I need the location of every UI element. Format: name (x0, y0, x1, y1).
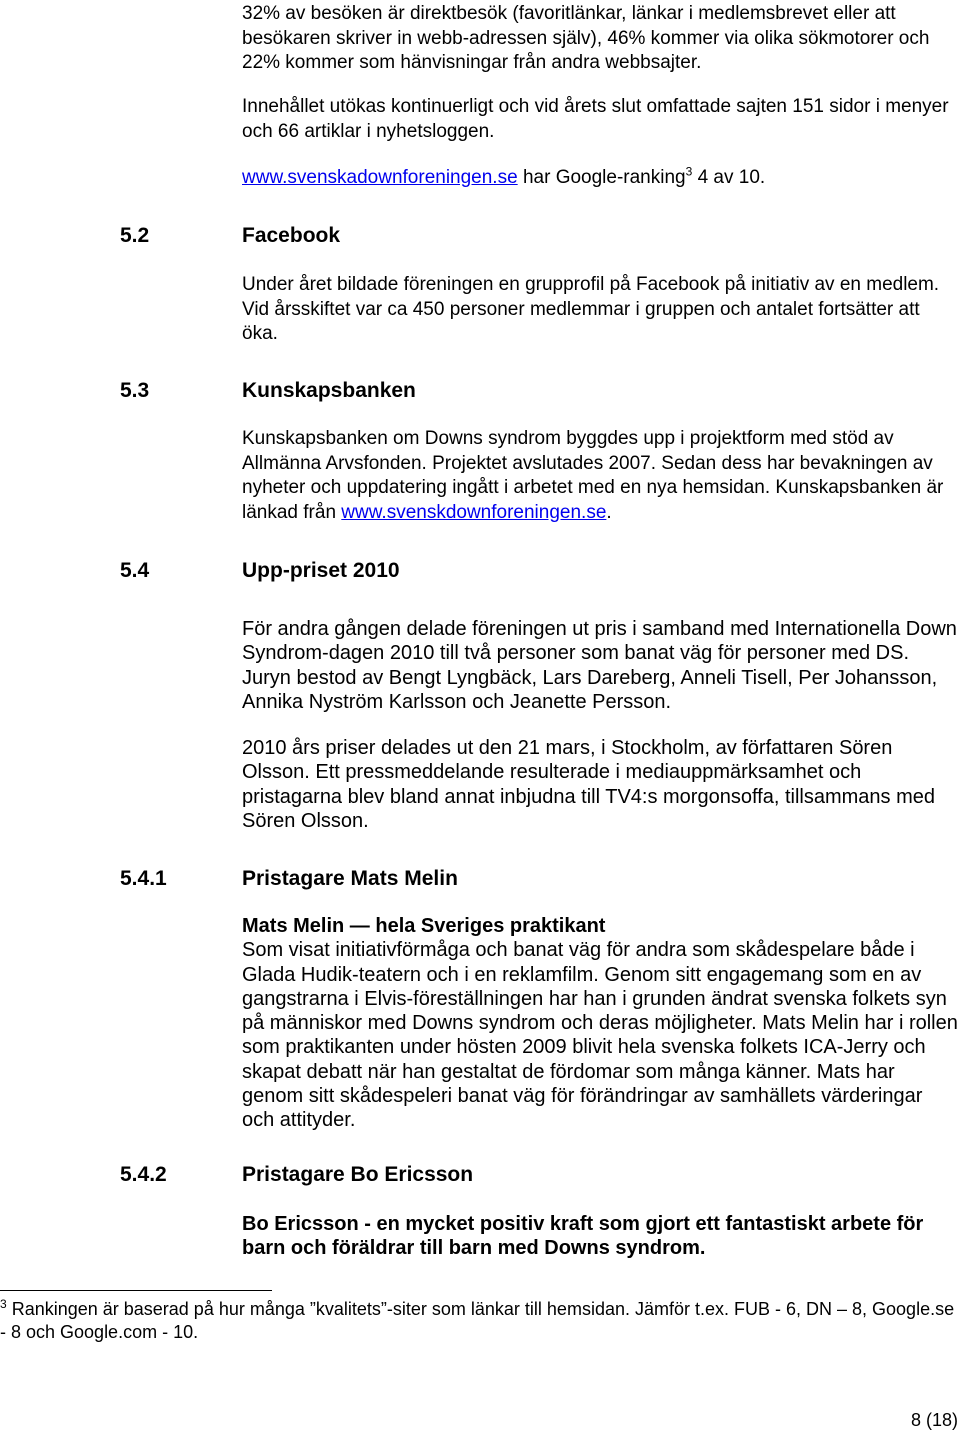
kunskapsbanken-paragraph (242, 427, 958, 525)
section-title-facebook: Facebook (242, 224, 341, 247)
section-number-5-4: 5.4 (120, 559, 150, 582)
mats-melin-text: Som visat initiativförmåga och banat väg för andra som skådespelare både i Glada Hudik-teatern och i en reklamfilm. Genom sitt engagemang som en av gangstrarna i Elvis-föreställningen har han i grunden ändrat svenska folkets syn på människor med Downs syndrom och deras möjligheter. Mats Melin har i rollen som praktikanten under hösten 2009 blivit hela svenska folkets ICA-Jerry och skapat debatt när han gestaltat de fördomar som många känner. Mats har genom sitt skådespeleri banat väg för förändringar av samhällets värderingar och attityder. (242, 939, 958, 1132)
footnote-divider (0, 1290, 272, 1291)
ranking-text: har Google-ranking (517, 167, 686, 188)
facebook-paragraph (242, 273, 958, 347)
mats-melin-block (242, 914, 958, 1133)
kunskapsbanken-link[interactable]: www.svenskdownforeningen.se (341, 501, 607, 523)
section-number-5-4-1: 5.4.1 (120, 867, 167, 890)
section-number-5-3: 5.3 (120, 379, 150, 402)
upp-priset-paragraph-1 (242, 617, 958, 714)
ranking-line (242, 166, 958, 191)
section-number-5-4-2: 5.4.2 (120, 1163, 167, 1186)
website-link[interactable]: www.svenskadownforeningen.se (242, 167, 518, 188)
kunskapsbanken-text-wrap (242, 427, 958, 525)
mats-melin-subheading: Mats Melin — hela Sveriges praktikant (242, 915, 606, 937)
upp-priset-text-1: För andra gången delade föreningen ut pris i samband med Internationella Down Syndrom-dagen 2010 till två personer som banat väg för personer med DS. Juryn bestod av Bengt Lyngbäck, Lars Dareberg, Anneli Tisell, Per Johansson, Annika Nyström Karlsson och Jeanette Persson. (242, 618, 957, 713)
section-title-mats-melin: Pristagare Mats Melin (242, 867, 458, 890)
facebook-text: Under året bildade föreningen en grupprofil på Facebook på initiativ av en medlem. Vid årsskiftet var ca 450 personer medlemmar i gruppen och antalet fortsätter att öka. (242, 274, 940, 344)
section-title-upp-priset: Upp-priset 2010 (242, 559, 400, 582)
intro-visits-text: 32% av besöken är direktbesök (favoritlänkar, länkar i medlemsbrevet eller att besökaren skriver in webb-adressen själv), 46% kommer via olika sökmotorer och 22% kommer som hänvisningar från andra webbsajter. (242, 3, 930, 73)
bo-ericsson-text: Bo Ericsson - en mycket positiv kraft som gjort ett fantastiskt arbete för barn och föräldrar till barn med Downs syndrom. (242, 1213, 924, 1260)
bo-ericsson-paragraph (242, 1212, 958, 1261)
intro-paragraph-visits (242, 2, 958, 76)
upp-priset-text-2: 2010 års priser delades ut den 21 mars, i Stockholm, av författaren Sören Olsson. Ett pressmeddelande resulterade i mediauppmärksamhet och pristagarna blev bland annat inbjudna till TV4:s morgonsoffa, tillsammans med Sören Olsson. (242, 737, 935, 832)
upp-priset-paragraph-2 (242, 736, 958, 833)
footnote-reference[interactable]: 3 (685, 164, 693, 179)
intro-paragraph-content (242, 95, 958, 144)
section-number-5-2: 5.2 (120, 224, 150, 247)
footnote-marker: 3 (0, 1297, 7, 1311)
footnote-text: Rankingen är baserad på hur många ”kvalitets”-siter som länkar till hemsidan. Jämför t.ex. FUB - 6, DN – 8, Google.se - 8 och Google.com - 10. (0, 1299, 955, 1342)
intro-paragraph-ranking (242, 166, 958, 191)
section-title-kunskapsbanken: Kunskapsbanken (242, 379, 416, 402)
kunskapsbanken-text: Kunskapsbanken om Downs syndrom byggdes upp i projektform med stöd av Allmänna Arvsfonden. Projektet avslutades 2007. Sedan dess har bevakningen av nyheter och uppdatering ingått i arbetet med en nya hemsidan. Kunskapsbanken är länkad från (242, 428, 944, 523)
footnote (0, 1298, 958, 1344)
section-title-bo-ericsson: Pristagare Bo Ericsson (242, 1163, 474, 1186)
ranking-value: 4 av 10. (692, 167, 766, 188)
intro-content-text: Innehållet utökas kontinuerligt och vid årets slut omfattade sajten 151 sidor i menyer och 66 artiklar i nyhetsloggen. (242, 96, 949, 142)
page-number: 8 (18) (910, 1410, 958, 1430)
kunskapsbanken-period: . (606, 501, 612, 523)
